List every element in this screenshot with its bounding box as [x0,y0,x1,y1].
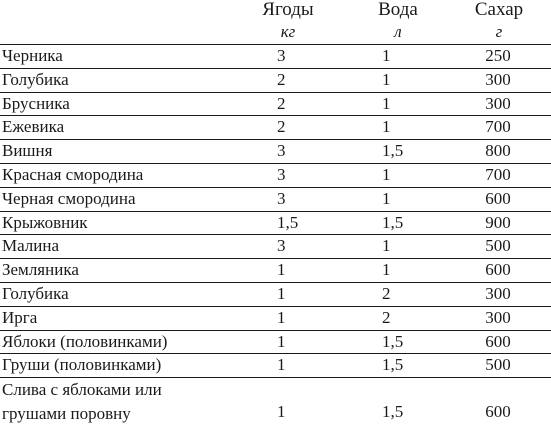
header-sugar: Сахар [474,0,524,20]
table-row [0,139,551,163]
row-name: Брусника [2,93,70,113]
unit-berries: кг [280,22,296,41]
row-sugar: 600 [485,402,511,422]
row-sugar: 300 [485,93,511,113]
table-row [0,258,551,282]
table-row [0,163,551,187]
table-row [0,377,551,424]
row-berries: 1 [277,260,286,280]
table-row [0,234,551,258]
unit-sugar: г [495,22,503,41]
row-name: Черная смородина [2,188,136,208]
row-berries: 2 [277,117,286,137]
table-row [0,68,551,92]
row-berries: 2 [277,69,286,89]
table-row [0,187,551,211]
row-water: 1 [382,188,391,208]
row-berries: 1 [277,283,286,303]
row-berries: 1 [277,331,286,351]
row-name: Красная смородина [2,164,144,184]
row-water: 1,5 [382,402,404,422]
row-name: Малина [2,236,60,256]
row-name: Голубика [2,69,69,89]
table-body [0,44,551,424]
row-sugar: 500 [485,236,511,256]
row-sugar: 300 [485,307,511,327]
row-water: 1,5 [382,331,404,351]
row-name: Яблоки (половинками) [2,331,168,351]
row-berries: 3 [277,46,286,65]
table-row [0,306,551,330]
table-row [0,353,551,377]
table-row [0,330,551,354]
row-water: 1,5 [382,355,404,375]
row-water: 1,5 [382,212,404,232]
row-berries: 3 [277,188,286,208]
row-water: 1 [382,117,391,137]
table-row [0,115,551,139]
row-sugar: 800 [485,141,511,161]
row-sugar: 600 [485,331,511,351]
table-header [0,0,551,44]
row-name: Ежевика [2,117,65,137]
row-berries: 3 [277,164,286,184]
row-name: Ирга [2,307,38,327]
row-water: 1 [382,260,391,280]
row-name: Черника [2,46,63,65]
row-sugar: 600 [485,260,511,280]
table-row [0,282,551,306]
row-water: 1 [382,69,391,89]
row-sugar: 250 [485,46,511,65]
row-berries: 2 [277,93,286,113]
row-berries: 1 [277,355,286,375]
row-name: Голубика [2,283,69,303]
unit-water: л [394,22,402,41]
row-sugar: 700 [485,164,511,184]
row-sugar: 300 [485,283,511,303]
row-sugar: 700 [485,117,511,137]
row-water: 1 [382,93,391,113]
row-berries: 3 [277,141,286,161]
table-row [0,211,551,235]
row-name: Крыжовник [2,212,88,232]
row-name: Слива с яблоками или грушами поровну [2,380,162,423]
row-water: 1 [382,236,391,256]
row-water: 2 [382,283,391,303]
row-berries: 3 [277,236,286,256]
header-water: Вода [378,0,418,20]
header-berries: Ягоды [262,0,314,20]
row-name: Груши (половинками) [2,355,162,375]
row-berries: 1,5 [277,212,299,232]
row-berries: 1 [277,307,286,327]
row-sugar: 300 [485,69,511,89]
row-name: Земляника [2,260,79,280]
row-berries: 1 [277,402,286,422]
row-water: 2 [382,307,391,327]
row-sugar: 500 [485,355,511,375]
row-water: 1 [382,46,391,65]
row-name: Вишня [2,141,53,161]
table-row [0,92,551,116]
row-water: 1 [382,164,391,184]
table-row [0,44,551,68]
row-water: 1,5 [382,141,404,161]
row-sugar: 900 [485,212,511,232]
row-sugar: 600 [485,188,511,208]
